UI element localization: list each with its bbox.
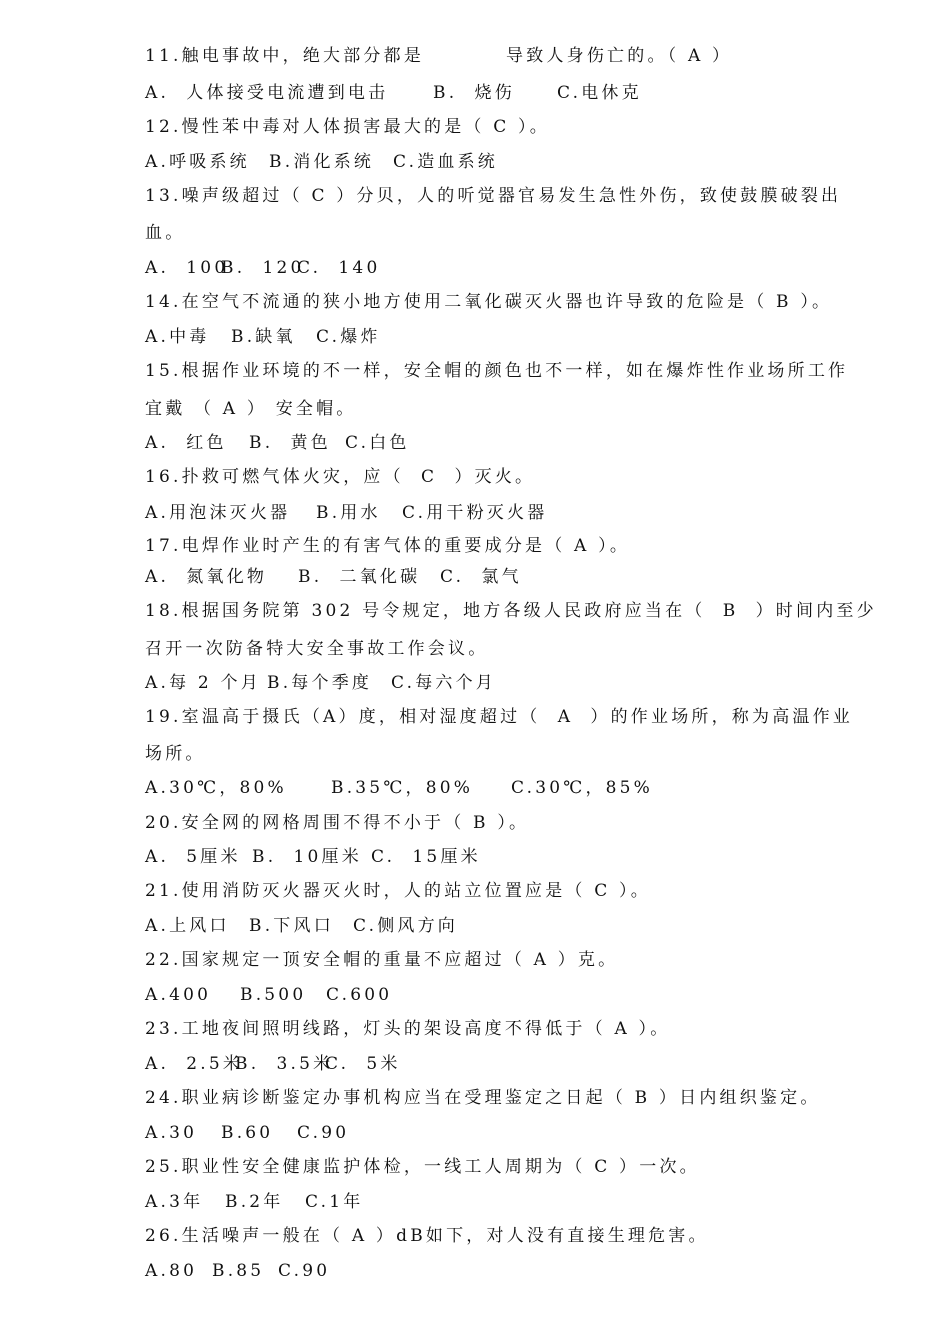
- option-c: C.每六个月: [391, 673, 497, 693]
- question-text: 召开一次防备特大安全事故工作会议。: [145, 639, 489, 659]
- question-text: 25.职业性安全健康监护体检，一线工人周期为（ C ）一次。: [145, 1157, 700, 1177]
- option-c: C. 140: [297, 258, 381, 278]
- option-a: A.上风口: [145, 916, 230, 936]
- question-text: 13.噪声级超过（ C ）分贝，人的听觉器官易发生急性外伤，致使鼓膜破裂出: [145, 186, 842, 206]
- question-text: 16.扑救可燃气体火灾，应（ C ）灭火。: [145, 467, 536, 487]
- option-a: A. 2.5米: [145, 1054, 244, 1074]
- option-b: B. 10厘米: [252, 847, 362, 867]
- option-a: A.每 2 个月: [145, 673, 261, 693]
- option-b: B.85: [212, 1261, 265, 1281]
- question-16: [145, 466, 810, 488]
- option-c: C.1年: [305, 1192, 364, 1212]
- question-19-cont: [145, 743, 810, 765]
- question-23: [145, 1018, 810, 1040]
- option-b: B. 烧伤: [433, 83, 515, 103]
- question-text: 场所。: [145, 744, 206, 764]
- option-a: A.30: [145, 1123, 198, 1143]
- question-11: [145, 45, 810, 67]
- option-b: B.下风口: [249, 916, 334, 936]
- question-13: [145, 185, 842, 207]
- option-b: B. 3.5米: [235, 1054, 334, 1074]
- question-22: [145, 949, 810, 971]
- option-b: B.每个季度: [267, 673, 373, 693]
- option-c: C.用干粉灭火器: [402, 503, 548, 523]
- question-text: 11.触电事故中，绝大部分都是: [145, 46, 425, 66]
- question-text: 17.电焊作业时产生的有害气体的重要成分是（ A ）。: [145, 536, 631, 556]
- question-text: 导致人身伤亡的。（ A ）: [506, 46, 733, 66]
- question-text: 血。: [145, 223, 186, 243]
- question-text: 19.室温高于摄氏（A）度，相对湿度超过（ A ）的作业场所，称为高温作业: [145, 707, 854, 727]
- question-14: [145, 291, 833, 313]
- option-c: C.30℃，85%: [511, 778, 654, 798]
- question-text: 24.职业病诊断鉴定办事机构应当在受理鉴定之日起（ B ）日内组织鉴定。: [145, 1088, 821, 1108]
- option-b: B.500: [240, 985, 307, 1005]
- question-20: [145, 812, 810, 834]
- option-b: B. 二氧化碳: [298, 567, 421, 587]
- question-18-cont: [145, 638, 810, 660]
- option-a: A.30℃，80%: [145, 778, 287, 798]
- question-13-cont: [145, 222, 810, 244]
- option-a: A.3年: [145, 1192, 204, 1212]
- option-b: B. 黄色: [249, 433, 331, 453]
- question-25: [145, 1156, 810, 1178]
- option-a: A.中毒: [145, 327, 210, 347]
- option-c: C.90: [278, 1261, 331, 1281]
- option-a: A.呼吸系统: [145, 152, 250, 172]
- option-a: A.400: [145, 985, 212, 1005]
- question-24: [145, 1087, 821, 1109]
- question-text: 21.使用消防灭火器灭火时，人的站立位置应是（ C ）。: [145, 881, 651, 901]
- question-15: [145, 360, 849, 382]
- option-c: C.90: [297, 1123, 350, 1143]
- option-c: C. 氯气: [440, 567, 522, 587]
- option-a: A.80: [145, 1261, 198, 1281]
- option-b: B.60: [221, 1123, 274, 1143]
- option-c: C.造血系统: [393, 152, 499, 172]
- question-26: [145, 1225, 810, 1247]
- question-15-cont: [145, 398, 810, 420]
- question-text: 26.生活噪声一般在（ A ）dB如下，对人没有直接生理危害。: [145, 1226, 709, 1246]
- option-a: A. 人体接受电流遭到电击: [145, 83, 389, 103]
- question-text: 20.安全网的网格周围不得不小于（ B ）。: [145, 813, 530, 833]
- option-b: B.35℃，80%: [331, 778, 474, 798]
- option-b: B.缺氧: [231, 327, 296, 347]
- question-21: [145, 880, 810, 902]
- option-b: B.消化系统: [269, 152, 375, 172]
- question-text: 14.在空气不流通的狭小地方使用二氧化碳灭火器也许导致的危险是（ B ）。: [145, 292, 833, 312]
- option-a: A.用泡沫灭火器: [145, 503, 291, 523]
- question-text: 18.根据国务院第 302 号令规定，地方各级人民政府应当在（ B ）时间内至少: [145, 601, 877, 621]
- question-19: [145, 706, 854, 728]
- question-text: 22.国家规定一顶安全帽的重量不应超过（ A ）克。: [145, 950, 619, 970]
- question-text: 宜戴 （ A ） 安全帽。: [145, 399, 357, 419]
- question-17: [145, 535, 810, 557]
- question-text: 12.慢性苯中毒对人体损害最大的是（ C ）。: [145, 117, 550, 137]
- option-c: C.电休克: [557, 83, 642, 103]
- option-c: C.爆炸: [316, 327, 381, 347]
- question-text: 15.根据作业环境的不一样，安全帽的颜色也不一样，如在爆炸性作业场所工作: [145, 361, 849, 381]
- option-a: A. 100: [145, 258, 229, 278]
- question-18: [145, 600, 877, 622]
- option-c: C.600: [326, 985, 393, 1005]
- option-a: A. 5厘米: [145, 847, 241, 867]
- question-12: [145, 116, 810, 138]
- option-c: C.白色: [345, 433, 410, 453]
- option-b: B. 120: [221, 258, 305, 278]
- option-c: C.侧风方向: [353, 916, 459, 936]
- option-c: C. 15厘米: [371, 847, 481, 867]
- option-a: A. 氮氧化物: [145, 567, 268, 587]
- option-b: B.2年: [225, 1192, 284, 1212]
- option-a: A. 红色: [145, 433, 227, 453]
- option-c: C. 5米: [325, 1054, 401, 1074]
- option-b: B.用水: [316, 503, 381, 523]
- question-text: 23.工地夜间照明线路，灯头的架设高度不得低于（ A ）。: [145, 1019, 671, 1039]
